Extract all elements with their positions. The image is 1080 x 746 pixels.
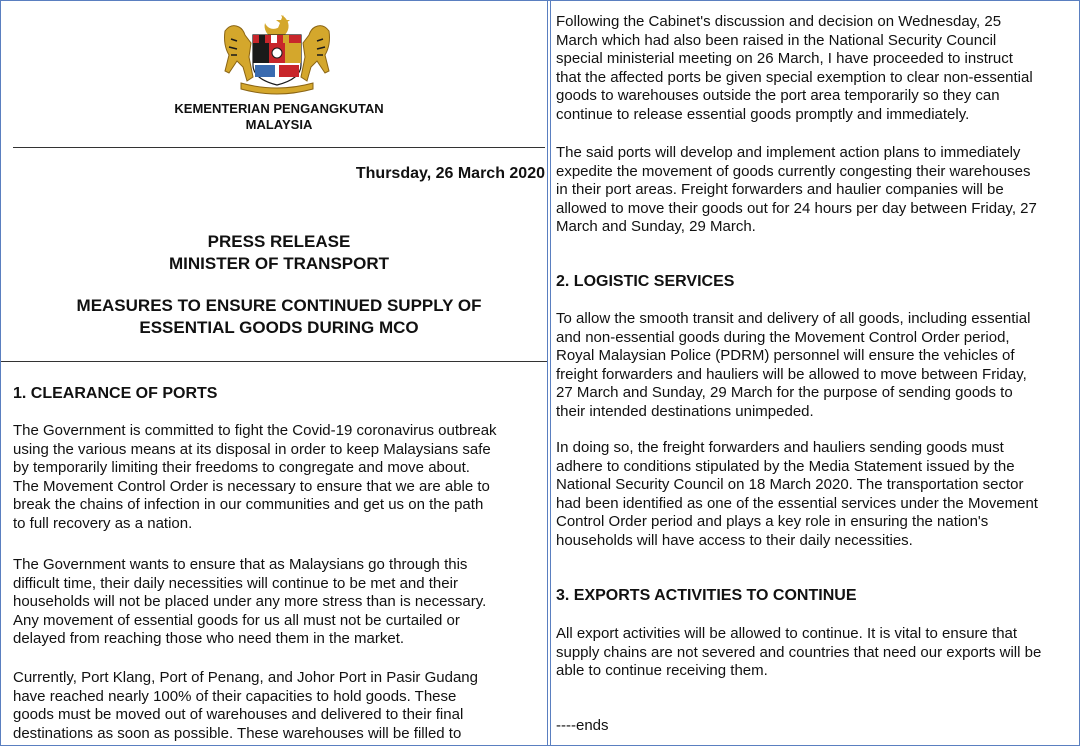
malaysia-coat-of-arms-icon — [219, 9, 335, 95]
section-1-heading: 1. CLEARANCE OF PORTS — [13, 385, 218, 402]
column-divider — [547, 1, 551, 746]
section-2-paragraph-2: In doing so, the freight forwarders and hauliers sending goods must adhere to conditions stipulated by the Media Statement issued by the National Security Council on 18 March 2020. The transportation sector had been identified as one of the essential services under the Movement Control Order period and plays a key role in ensuring the nation's households will have access to their daily necessities. — [556, 439, 1038, 549]
ends-marker: ----ends — [556, 717, 609, 734]
title-line-1: PRESS RELEASE — [207, 232, 351, 251]
subtitle-line-2: ESSENTIAL GOODS DURING MCO — [139, 318, 419, 337]
subtitle-line-1: MEASURES TO ENSURE CONTINUED SUPPLY OF — [76, 296, 482, 315]
release-date: Thursday, 26 March 2020 — [355, 165, 545, 182]
right-paragraph-2: The said ports will develop and implement action plans to immediately expedite the movement of goods currently congesting their warehouses in their port areas. Freight forwarders and haulier companies will be allowed to move their goods out for 24 hours per day between Friday, 27 March and Sunday, 29 March. — [556, 144, 1037, 236]
title-line-2: MINISTER OF TRANSPORT — [168, 254, 390, 273]
section-2-paragraph-1: To allow the smooth transit and delivery of all goods, including essential and non-essential goods during the Movement Control Order period, Royal Malaysian Police (PDRM) personnel will ensure the vehicles of freight forwarders and hauliers will be allowed to move between Friday, 27 March and Sunday, 29 March for the purpose of sending goods to their intended destinations unimpeded. — [556, 310, 1031, 420]
right-paragraph-1: Following the Cabinet's discussion and decision on Wednesday, 25 March which had also been raised in the National Security Council special ministerial meeting on 26 March, I have proceeded to instruct that the affected ports be given special exemption to clear non-essential goods to warehouses outside the port area temporarily so they can continue to release essential goods promptly and immediately. — [556, 13, 1033, 123]
left-column — [1, 1, 547, 746]
title-divider — [1, 361, 547, 362]
section-1-paragraph-2: The Government wants to ensure that as Malaysians go through this difficult time, their daily necessities will continue to be met and their households will not be placed under any more stress than is necessary. Any movement of essential goods for us all must not be curtailed or delayed from reaching those who need them in the market. — [13, 556, 487, 648]
ministry-line-1: KEMENTERIAN PENGANGKUTAN — [174, 101, 384, 116]
header-divider — [13, 147, 545, 148]
press-release-title — [1, 231, 547, 275]
section-3-paragraph-1: All export activities will be allowed to continue. It is vital to ensure that supply chains are not severed and countries that need our exports will be able to continue receiving them. — [556, 625, 1042, 680]
ministry-name — [1, 101, 547, 133]
ministry-line-2: MALAYSIA — [245, 117, 313, 132]
press-release-subtitle — [1, 295, 547, 339]
section-2-heading: 2. LOGISTIC SERVICES — [556, 273, 735, 290]
right-column — [552, 1, 1080, 746]
section-3-heading: 3. EXPORTS ACTIVITIES TO CONTINUE — [556, 587, 857, 604]
section-1-paragraph-3: Currently, Port Klang, Port of Penang, and Johor Port in Pasir Gudang have reached nearly 100% of their capacities to hold goods. These goods must be moved out of warehouses and delivered to their final destinations as soon as possible. These warehouses will be filled to — [13, 669, 478, 742]
section-1-paragraph-1: The Government is committed to fight the Covid-19 coronavirus outbreak using the various means at its disposal in order to keep Malaysians safe by temporarily limiting their freedoms to congregate and move about. The Movement Control Order is necessary to ensure that we are able to break the chains of infection in our communities and get us on the path to full recovery as a nation. — [13, 422, 497, 532]
